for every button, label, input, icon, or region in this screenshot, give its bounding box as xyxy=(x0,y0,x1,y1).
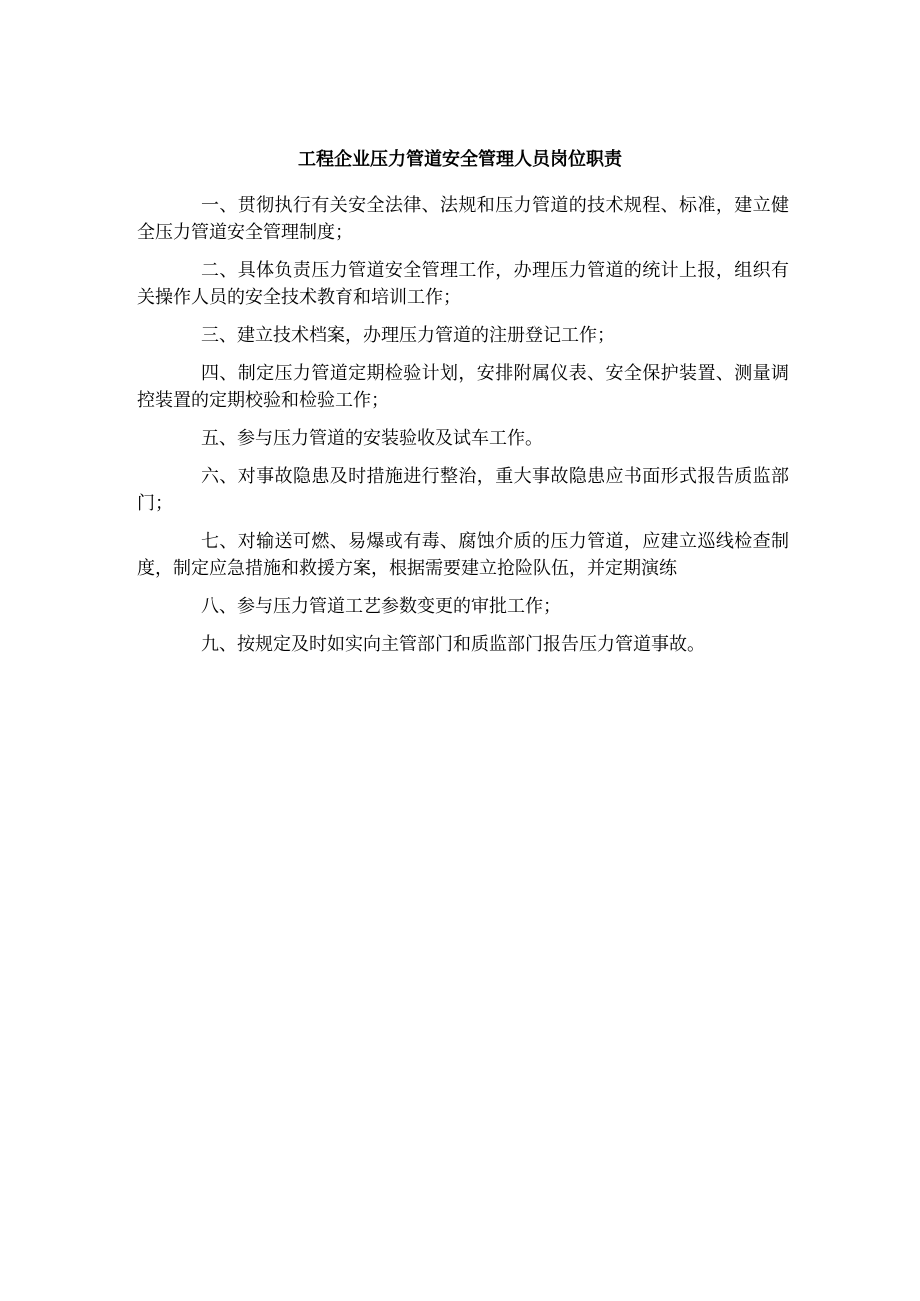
paragraph-4: 四、制定压力管道定期检验计划，安排附属仪表、安全保护装置、测量调控装置的定期校验和检验工作； xyxy=(137,363,789,411)
paragraph-3: 三、建立技术档案，办理压力管道的注册登记工作； xyxy=(201,325,615,346)
paragraph-9: 九、按规定及时如实向主管部门和质监部门报告压力管道事故。 xyxy=(201,634,705,655)
paragraph-1: 一、贯彻执行有关安全法律、法规和压力管道的技术规程、标准，建立健全压力管道安全管理制度； xyxy=(137,195,789,243)
paragraph-5: 五、参与压力管道的安装验收及试车工作。 xyxy=(201,428,543,449)
paragraph-7: 七、对输送可燃、易爆或有毒、腐蚀介质的压力管道，应建立巡线检查制度，制定应急措施和救援方案，根据需要建立抢险队伍，并定期演练 xyxy=(137,531,789,579)
document-title: 工程企业压力管道安全管理人员岗位职责 xyxy=(298,149,622,170)
paragraph-6: 六、对事故隐患及时措施进行整治，重大事故隐患应书面形式报告质监部门； xyxy=(137,466,789,514)
paragraph-2: 二、具体负责压力管道安全管理工作，办理压力管道的统计上报，组织有关操作人员的安全技术教育和培训工作； xyxy=(137,260,789,308)
document-body xyxy=(137,192,789,669)
paragraph-8: 八、参与压力管道工艺参数变更的审批工作； xyxy=(201,596,561,617)
